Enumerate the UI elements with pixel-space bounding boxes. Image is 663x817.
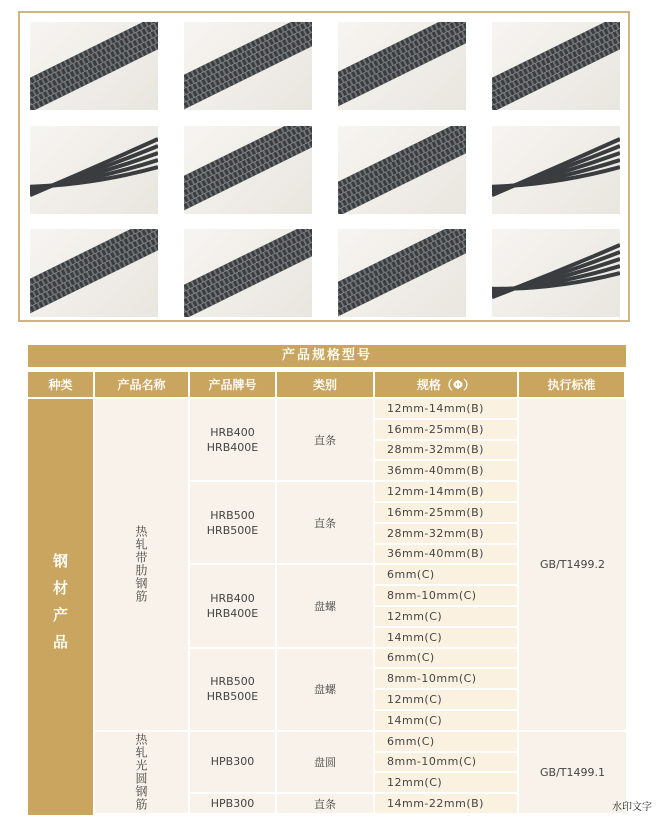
rebar-coil-photo bbox=[30, 126, 158, 214]
product-name-text: 热轧带肋钢筋 bbox=[134, 525, 148, 604]
spec-cell: 8mm-10mm(C) bbox=[375, 669, 517, 688]
spec-cell: 12mm(C) bbox=[375, 773, 517, 792]
spec-cell: 12mm(C) bbox=[375, 690, 517, 709]
header-grade: 产品牌号 bbox=[190, 372, 275, 397]
type-cell: 盘螺 bbox=[277, 649, 373, 730]
rebar-straight-photo bbox=[184, 229, 312, 317]
spec-cell: 6mm(C) bbox=[375, 565, 517, 584]
rebar-straight-photo bbox=[184, 22, 312, 110]
header-product-name: 产品名称 bbox=[95, 372, 188, 397]
rebar-straight-photo bbox=[338, 229, 466, 317]
grade-cell: HPB300 bbox=[190, 794, 275, 813]
rebar-straight-photo bbox=[30, 22, 158, 110]
spec-cell: 14mm(C) bbox=[375, 711, 517, 730]
grade-cell: HRB400 HRB400E bbox=[190, 399, 275, 480]
rebar-coil-photo bbox=[492, 126, 620, 214]
grade-cell: HRB500 HRB500E bbox=[190, 482, 275, 563]
rebar-coil-photo bbox=[492, 229, 620, 317]
rebar-straight-photo bbox=[30, 229, 158, 317]
header-type: 类别 bbox=[277, 372, 373, 397]
type-cell: 盘圆 bbox=[277, 732, 373, 792]
rebar-straight-photo bbox=[184, 126, 312, 214]
type-cell: 直条 bbox=[277, 399, 373, 480]
spec-cell: 14mm(C) bbox=[375, 628, 517, 647]
spec-cell: 28mm-32mm(B) bbox=[375, 441, 517, 460]
header-standard: 执行标准 bbox=[519, 372, 624, 397]
spec-cell: 16mm-25mm(B) bbox=[375, 503, 517, 522]
standard-cell: GB/T1499.1 bbox=[519, 732, 626, 813]
spec-cell: 8mm-10mm(C) bbox=[375, 586, 517, 605]
product-name-text: 热轧光圆钢筋 bbox=[134, 733, 148, 812]
grade-cell: HRB500 HRB500E bbox=[190, 649, 275, 730]
spec-cell: 12mm-14mm(B) bbox=[375, 482, 517, 501]
spec-cell: 6mm(C) bbox=[375, 649, 517, 668]
rebar-straight-photo bbox=[338, 126, 466, 214]
rebar-straight-photo bbox=[338, 22, 466, 110]
spec-cell: 14mm-22mm(B) bbox=[375, 794, 517, 813]
spec-cell: 16mm-25mm(B) bbox=[375, 420, 517, 439]
rebar-straight-photo bbox=[492, 22, 620, 110]
grade-cell: HRB400 HRB400E bbox=[190, 565, 275, 646]
type-cell: 直条 bbox=[277, 482, 373, 563]
product-name-cell bbox=[95, 732, 188, 813]
spec-cell: 28mm-32mm(B) bbox=[375, 524, 517, 543]
header-spec: 规格（Φ） bbox=[375, 372, 517, 397]
watermark-text: 水印文字 bbox=[612, 802, 652, 813]
product-name-cell bbox=[95, 399, 188, 730]
standard-cell: GB/T1499.2 bbox=[519, 399, 626, 730]
grade-cell: HPB300 bbox=[190, 732, 275, 792]
spec-cell: 6mm(C) bbox=[375, 732, 517, 751]
spec-cell: 12mm(C) bbox=[375, 607, 517, 626]
table-title: 产品规格型号 bbox=[28, 345, 626, 367]
spec-cell: 12mm-14mm(B) bbox=[375, 399, 517, 418]
spec-cell: 8mm-10mm(C) bbox=[375, 753, 517, 772]
spec-table bbox=[28, 372, 626, 817]
header-kind: 种类 bbox=[28, 372, 93, 397]
spec-cell: 36mm-40mm(B) bbox=[375, 545, 517, 564]
spec-cell: 36mm-40mm(B) bbox=[375, 461, 517, 480]
type-cell: 盘螺 bbox=[277, 565, 373, 646]
type-cell: 直条 bbox=[277, 794, 373, 813]
category-cell: 钢材产品 bbox=[28, 399, 93, 815]
product-photo-gallery bbox=[18, 11, 630, 322]
